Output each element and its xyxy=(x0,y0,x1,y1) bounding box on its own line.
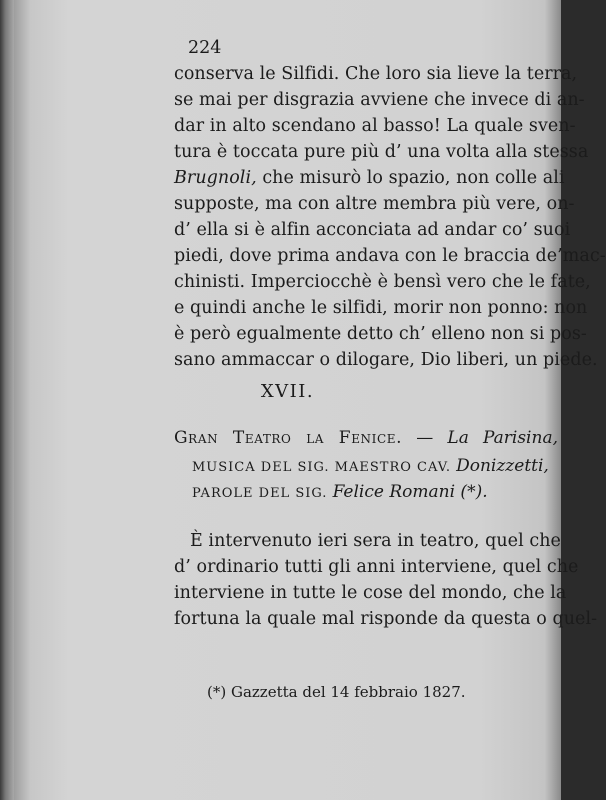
text-line: chinisti. Imperciocchè è bensì vero che le fate, xyxy=(174,272,591,292)
words-prefix: PAROLE DEL SIG. xyxy=(192,486,333,501)
text-line: conserva le Silfidi. Che loro sia lieve la terra, xyxy=(174,64,578,84)
composer-name: Donizzetti, xyxy=(456,456,549,476)
footnote: (*) Gazzetta del 14 febbraio 1827. xyxy=(207,683,466,701)
text-line: è però egualmente detto ch’ elleno non si pos- xyxy=(174,324,587,344)
text-line: supposte, ma con altre membra più vere, on- xyxy=(174,194,575,214)
text-line: tura è toccata pure più d’ una volta alla stessa xyxy=(174,142,589,162)
heading-line-3 xyxy=(192,480,558,506)
text-line: sano ammaccar o dilogare, Dio liberi, un piede. xyxy=(174,350,598,370)
italic-name: Brugnoli, xyxy=(174,168,257,188)
section-number: XVII. xyxy=(260,381,315,402)
text-line: se mai per disgrazia avviene che invece di an- xyxy=(174,90,585,110)
heading-line-2 xyxy=(192,454,558,480)
book-spine-shadow xyxy=(0,0,14,800)
page-number: 224 xyxy=(188,38,222,58)
text-line xyxy=(174,166,565,190)
opera-title: La Parisina, xyxy=(447,428,558,448)
text-line: fortuna la quale mal risponde da questa o quel- xyxy=(174,609,598,629)
text-line: interviene in tutte le cose del mondo, che la xyxy=(174,583,567,603)
text-line: dar in alto scendano al basso! La quale sven- xyxy=(174,116,576,136)
heading-line-1 xyxy=(174,426,558,450)
venue-name: Gran Teatro la Fenice. xyxy=(174,428,403,448)
heading-dash: — xyxy=(402,428,448,448)
text-span: che misurò lo spazio, non colle ali xyxy=(256,168,565,188)
text-line: d’ ella si è alfin acconciata ad andar co’ suoi xyxy=(174,220,571,240)
librettist-name: Felice Romani xyxy=(332,482,456,502)
music-prefix: MUSICA DEL SIG. MAESTRO CAV. xyxy=(192,460,457,475)
text-line: piedi, dove prima andava con le braccia de’mac- xyxy=(174,246,606,266)
footnote-mark: (*). xyxy=(455,482,488,502)
book-page xyxy=(14,0,606,800)
text-line: È intervenuto ieri sera in teatro, quel che xyxy=(190,531,561,551)
text-line: e quindi anche le silfidi, morir non ponno: non xyxy=(174,298,588,318)
text-line: d’ ordinario tutti gli anni interviene, quel che xyxy=(174,557,579,577)
